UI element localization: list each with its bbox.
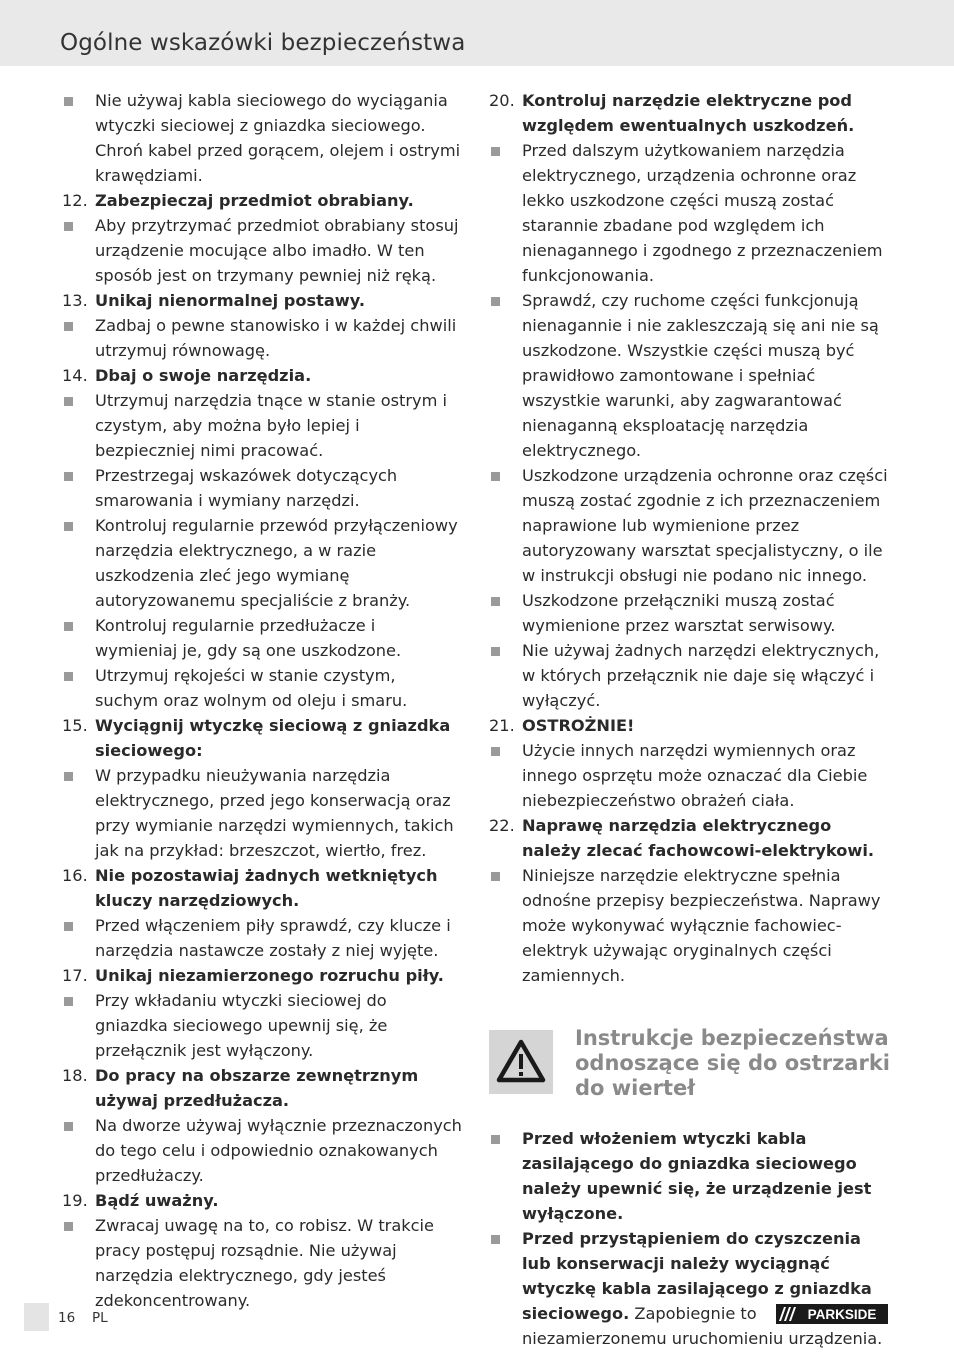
language-code: PL — [92, 1310, 108, 1326]
numbered-heading — [62, 188, 462, 213]
bullet-text — [522, 1226, 891, 1351]
heading-text: OSTROŻNIE! — [522, 716, 635, 735]
bullet-text: Sprawdź, czy ruchome części funkcjonują nienagannie i nie zakleszczają się ani nie są uszkodzone. Wszystkie części muszą być prawidłowo zamontowane i spełniać wszystkie warunki, aby zagwarantować nienaganną eksploatację narzędzia elektrycznego. — [522, 291, 879, 460]
bullet-text: W przypadku nieużywania narzędzia elektrycznego, przed jego konserwacją oraz przy wymianie narzędzi wymiennych, takich jak na przykład: brzeszczot, wiertło, frez. — [95, 766, 454, 860]
item-number: 14. — [62, 366, 88, 385]
numbered-heading — [489, 813, 891, 863]
item-number: 22. — [489, 816, 515, 835]
left-column — [62, 88, 462, 1313]
square-bullet-icon — [491, 872, 500, 881]
heading-text: Nie pozostawiaj żadnych wetkniętych kluczy narzędziowych. — [95, 866, 438, 910]
bullet-text — [522, 1126, 891, 1226]
footer-tab — [24, 1303, 49, 1331]
square-bullet-icon — [64, 322, 73, 331]
bullet-item — [62, 913, 462, 963]
numbered-heading — [62, 288, 462, 313]
bullet-text: Przed włączeniem piły sprawdź, czy klucze i narzędzia nastawcze zostały z niej wyjęte. — [95, 916, 451, 960]
item-number: 18. — [62, 1066, 88, 1085]
bullet-item — [62, 388, 462, 463]
bullet-text: Na dworze używaj wyłącznie przeznaczonych do tego celu i odpowiednio oznakowanych przedłużaczy. — [95, 1116, 462, 1185]
bullet-item — [489, 138, 891, 288]
square-bullet-icon — [64, 997, 73, 1006]
square-bullet-icon — [64, 622, 73, 631]
square-bullet-icon — [491, 747, 500, 756]
heading-text: Kontroluj narzędzie elektryczne pod względem ewentualnych uszkodzeń. — [522, 91, 855, 135]
bullet-text: Utrzymuj narzędzia tnące w stanie ostrym i czystym, aby można było lepiej i bezpieczniej nimi pracować. — [95, 391, 448, 460]
heading-text: Unikaj nienormalnej postawy. — [95, 291, 365, 310]
square-bullet-icon — [64, 472, 73, 481]
bullet-item — [489, 638, 891, 713]
svg-text:PARKSIDE: PARKSIDE — [807, 1307, 877, 1322]
square-bullet-icon — [64, 672, 73, 681]
right-column — [489, 88, 891, 1351]
bullet-text: Użycie innych narzędzi wymiennych oraz innego osprzętu może oznaczać dla Ciebie niebezpieczeństwo obrażeń ciała. — [522, 741, 868, 810]
normal-text: Zapobiegnie to niezamierzonemu uruchomieniu urządzenia. — [522, 1304, 883, 1348]
bullet-item — [62, 1213, 462, 1313]
numbered-heading — [62, 363, 462, 388]
bullet-item — [489, 588, 891, 638]
bullet-text: Utrzymuj rękojeści w stanie czystym, suchym oraz wolnym od oleju i smaru. — [95, 666, 408, 710]
item-number: 16. — [62, 866, 88, 885]
square-bullet-icon — [491, 597, 500, 606]
item-number: 20. — [489, 91, 515, 110]
bullet-text: Przy wkładaniu wtyczki sieciowej do gniazdka sieciowego upewnij się, że przełącznik jest wyłączony. — [95, 991, 388, 1060]
item-number: 15. — [62, 716, 88, 735]
square-bullet-icon — [491, 472, 500, 481]
page-header — [0, 0, 954, 66]
square-bullet-icon — [491, 647, 500, 656]
square-bullet-icon — [64, 97, 73, 106]
bullet-text: Przestrzegaj wskazówek dotyczących smarowania i wymiany narzędzi. — [95, 466, 398, 510]
page-number: 16 — [58, 1310, 76, 1326]
square-bullet-icon — [491, 147, 500, 156]
bullet-item — [62, 313, 462, 363]
bullet-text: Uszkodzone przełączniki muszą zostać wymienione przez warsztat serwisowy. — [522, 591, 836, 635]
section-spacer — [489, 988, 891, 1018]
bullet-item — [489, 1226, 891, 1351]
warning-triangle-icon — [489, 1030, 553, 1094]
numbered-heading — [62, 863, 462, 913]
bullet-item — [62, 988, 462, 1063]
bullet-item — [62, 613, 462, 663]
bullet-item — [62, 463, 462, 513]
heading-text: Unikaj niezamierzonego rozruchu piły. — [95, 966, 444, 985]
bullet-text: Zadbaj o pewne stanowisko i w każdej chwili utrzymuj równowagę. — [95, 316, 457, 360]
item-number: 12. — [62, 191, 88, 210]
bullet-item — [489, 463, 891, 588]
bullet-item — [62, 513, 462, 613]
bullet-text: Nie używaj kabla sieciowego do wyciągania wtyczki sieciowej z gniazdka sieciowego. Chroń kabel przed gorącem, olejem i ostrymi krawędziami. — [95, 91, 461, 185]
square-bullet-icon — [64, 1222, 73, 1231]
bullet-text: Zwracaj uwagę na to, co robisz. W trakcie pracy postępuj rozsądnie. Nie używaj narzędzia elektrycznego, gdy jesteś zdekoncentrowany. — [95, 1216, 434, 1310]
square-bullet-icon — [64, 397, 73, 406]
item-number: 19. — [62, 1191, 88, 1210]
square-bullet-icon — [64, 922, 73, 931]
numbered-heading — [489, 713, 891, 738]
heading-text: Dbaj o swoje narzędzia. — [95, 366, 312, 385]
square-bullet-icon — [64, 222, 73, 231]
page-title: Ogólne wskazówki bezpieczeństwa — [60, 30, 466, 56]
square-bullet-icon — [64, 772, 73, 781]
section-heading: Instrukcje bezpieczeństwa odnoszące się do ostrzarki do wierteł — [575, 1026, 890, 1100]
parkside-logo — [776, 1304, 888, 1324]
bullet-item — [489, 288, 891, 463]
item-number: 17. — [62, 966, 88, 985]
heading-text: Wyciągnij wtyczkę sieciową z gniazdka sieciowego: — [95, 716, 451, 760]
numbered-heading — [62, 1063, 462, 1113]
bullet-item — [489, 1126, 891, 1226]
bullet-item — [489, 863, 891, 988]
item-number: 13. — [62, 291, 88, 310]
numbered-heading — [489, 88, 891, 138]
heading-text: Naprawę narzędzia elektrycznego należy zlecać fachowcowi-elektrykowi. — [522, 816, 875, 860]
bullet-item — [62, 1113, 462, 1188]
bullet-text: Uszkodzone urządzenia ochronne oraz części muszą zostać zgodnie z ich przeznaczeniem naprawione lub wymienione przez autoryzowany warsztat specjalistyczny, o ile w instrukcji obsługi nie podano nic innego. — [522, 466, 888, 585]
bullet-item — [489, 738, 891, 813]
bullet-text: Nie używaj żadnych narzędzi elektrycznych, w których przełącznik nie daje się włączyć i wyłączyć. — [522, 641, 880, 710]
square-bullet-icon — [491, 1235, 500, 1244]
bullet-item — [62, 213, 462, 288]
heading-text: Zabezpieczaj przedmiot obrabiany. — [95, 191, 414, 210]
bold-text: Przed włożeniem wtyczki kabla zasilającego do gniazdka sieciowego należy upewnić się, że urządzenie jest wyłączone. — [522, 1129, 872, 1223]
bullet-text: Aby przytrzymać przedmiot obrabiany stosuj urządzenie mocujące albo imadło. W ten sposób jest on trzymany pewniej niż ręką. — [95, 216, 459, 285]
numbered-heading — [62, 963, 462, 988]
bullet-item — [62, 663, 462, 713]
bullet-item — [62, 88, 462, 188]
bold-text: Przed przystąpieniem do czyszczenia lub konserwacji należy wyciągnąć wtyczkę kabla zasilającego z gniazdka sieciowego. — [522, 1229, 872, 1323]
item-number: 21. — [489, 716, 515, 735]
bullet-text: Przed dalszym użytkowaniem narzędzia elektrycznego, urządzenia ochronne oraz lekko uszkodzone części muszą zostać starannie zbadane pod względem ich nienagannego i zgodnego z przeznaczeniem funkcjonowania. — [522, 141, 883, 285]
square-bullet-icon — [64, 1122, 73, 1131]
bullet-text: Kontroluj regularnie przedłużacze i wymieniaj je, gdy są one uszkodzone. — [95, 616, 402, 660]
bullet-text: Niniejsze narzędzie elektryczne spełnia odnośne przepisy bezpieczeństwa. Naprawy może wykonywać wyłącznie fachowiec-elektryk używając oryginalnych części zamiennych. — [522, 866, 881, 985]
square-bullet-icon — [64, 522, 73, 531]
numbered-heading — [62, 1188, 462, 1213]
warning-section-header — [489, 1026, 891, 1126]
heading-text: Do pracy na obszarze zewnętrznym używaj przedłużacza. — [95, 1066, 419, 1110]
heading-text: Bądź uważny. — [95, 1191, 219, 1210]
bullet-item — [62, 763, 462, 863]
square-bullet-icon — [491, 297, 500, 306]
bullet-text: Kontroluj regularnie przewód przyłączeniowy narzędzia elektrycznego, a w razie uszkodzenia zleć jego wymianę autoryzowanemu specjaliście z branży. — [95, 516, 458, 610]
square-bullet-icon — [491, 1135, 500, 1144]
numbered-heading — [62, 713, 462, 763]
